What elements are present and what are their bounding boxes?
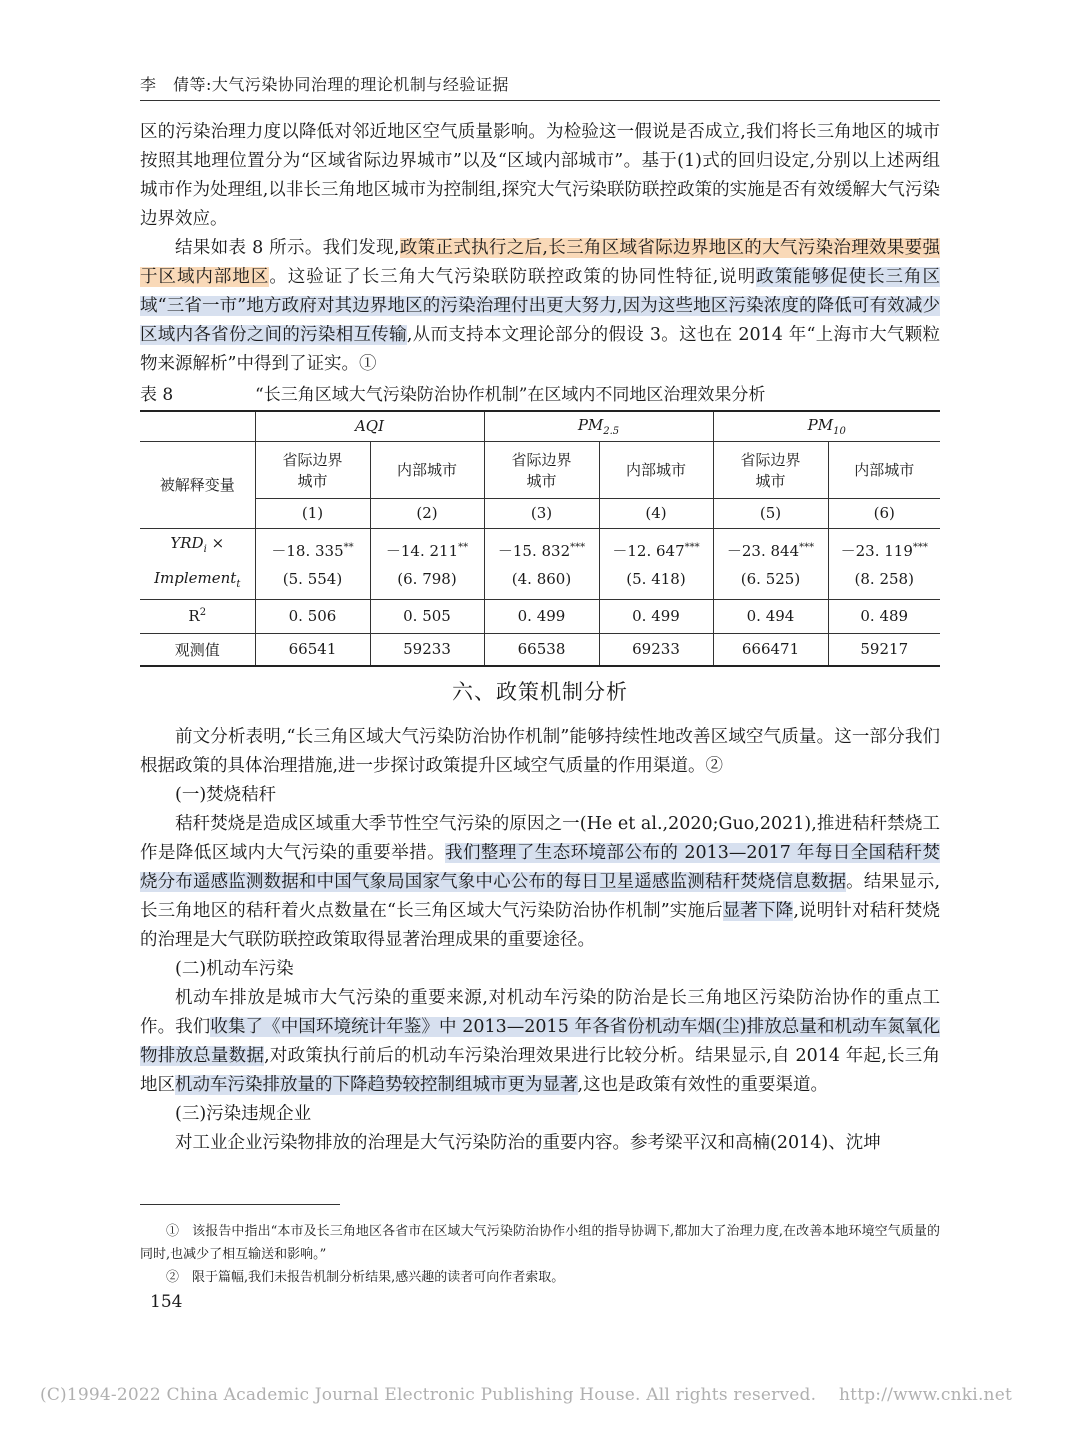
section-intro: 前文分析表明,“长三角区域大气污染防治协作机制”能够持续性地改善区域空气质量。这一部分我们根据政策的具体治理措施,进一步探讨政策提升区域空气质量的作用渠道。② [140, 727, 940, 776]
r2-cell: 0. 494 [713, 599, 828, 633]
copyright-watermark: (C)1994-2022 China Academic Journal Electronic Publishing House. All rights reserved. http://www.cnki.net [40, 1385, 1012, 1405]
highlight-orange: 政策正式执行之后,长三角区域省际边界地区的大气污染治理效果要强于区域内部地区 [140, 238, 941, 287]
paragraph-continuation: 区的污染治理力度以降低对邻近地区空气质量影响。为检验这一假说是否成立,我们将长三角地区的城市按照其地理位置分为“区域省际边界城市”以及“区域内部城市”。基于(1)式的回归设定,分别以上述两组城市作为处理组,以非长三角地区城市为控制组,探究大气污染联防联控政策的实施是否有效缓解大气污染边界效应。 [140, 122, 940, 229]
coefficient-row [140, 528, 940, 599]
text-segment: ,从而支持本文理论部分的假设 3。这也在 2014 年“上海市大气颗粒物来源解析”中得到了证实。① [140, 325, 940, 374]
text-segment: 。这验证了长三角大气污染联防联控政策的协同性特征,说明 [269, 267, 757, 287]
obs-label: 观测值 [140, 633, 255, 666]
obs-cell: 66541 [255, 633, 370, 666]
coef-cell: －15. 832*** (4. 860) [484, 528, 599, 599]
coef-cell: －23. 119*** (8. 258) [828, 528, 940, 599]
running-header: 李 倩等:大气污染协同治理的理论机制与经验证据 [140, 75, 509, 94]
highlight-blue: 收集了《中国环境统计年鉴》中 2013—2015 年各省份机动车烟(尘)排放总量和机动车氮氧化物排放总量数据 [140, 1017, 940, 1066]
text-segment: ,说明针对秸秆焚烧的治理是大气联防联控政策取得显著治理成果的重要途径。 [140, 901, 941, 950]
obs-cell: 69233 [599, 633, 713, 666]
results-table [140, 410, 940, 667]
text-segment: ,对政策执行前后的机动车污染治理效果进行比较分析。结果显示,自 2014 年起,长三角地区 [140, 1046, 940, 1095]
col-number: (4) [599, 498, 713, 528]
group-pm25: $PM_{2.5}$ [484, 411, 713, 441]
obs-cell: 59217 [828, 633, 940, 666]
group-pm10: $PM_{10}$ [713, 411, 940, 441]
page-number: 154 [150, 1292, 183, 1312]
highlight-blue: 显著下降 [722, 901, 794, 921]
paragraph-vehicle [140, 984, 940, 1100]
column-number-row [140, 498, 940, 528]
table-title: “长三角区域大气污染防治协作机制”在区域内不同地区治理效果分析 [255, 385, 766, 405]
group-aqi: AQI [255, 411, 484, 441]
r2-label: $R^2$ [140, 599, 255, 633]
table-subheader-row [140, 441, 940, 498]
text-segment: 机动车排放是城市大气污染的重要来源,对机动车污染的防治是长三角地区污染防治协作的重点工作。我们 [140, 988, 940, 1037]
body-section6 [140, 723, 940, 1158]
r2-cell: 0. 489 [828, 599, 940, 633]
coef-cell: －14. 211** (6. 798) [370, 528, 484, 599]
subheading-vehicle: (二)机动车污染 [175, 959, 294, 979]
col-number: (5) [713, 498, 828, 528]
r2-cell: 0. 499 [599, 599, 713, 633]
treatment-variable: $YRD_i$ × Implement$_t$ [140, 528, 255, 599]
table-header-row [140, 411, 940, 441]
col-number: (3) [484, 498, 599, 528]
coef-cell: －23. 844*** (6. 525) [713, 528, 828, 599]
col-interior-city: 内部城市 [599, 441, 713, 498]
section-heading: 六、政策机制分析 [452, 680, 628, 704]
highlight-blue: 政策能够促使长三角区域“三省一市”地方政府对其边界地区的污染治理付出更大努力,因为这些地区污染浓度的降低可有效减少区域内各省份之间的污染相互传输 [140, 267, 941, 345]
text-segment: 。结果显示,长三角地区的秸秆着火点数量在“长三角区域大气污染防治协作机制”实施后 [140, 872, 941, 921]
coef-cell: －12. 647*** (5. 418) [599, 528, 713, 599]
col-interior-city: 内部城市 [370, 441, 484, 498]
table-number: 表 8 [140, 385, 174, 405]
body-top [140, 118, 940, 379]
r2-cell: 0. 499 [484, 599, 599, 633]
highlight-blue: 我们整理了生态环境部公布的 2013—2017 年每日全国秸秆焚烧分布遥感监测数据和中国气象局国家气象中心公布的每日卫星遥感监测秸秆焚烧信息数据 [140, 843, 941, 892]
footnote-1: ① 该报告中指出“本市及长三角地区各省市在区域大气污染防治协作小组的指导协调下,都加大了治理力度,在改善本地环境空气质量的同时,也减少了相互输送和影响。” [140, 1224, 940, 1262]
subheading-enterprise: (三)污染违规企业 [175, 1104, 312, 1124]
col-interior-city: 内部城市 [828, 441, 940, 498]
text-segment: 结果如表 8 所示。我们发现, [175, 238, 400, 258]
table-corner-cell [140, 411, 255, 441]
footnote-2: ② 限于篇幅,我们未报告机制分析结果,感兴趣的读者可向作者索取。 [166, 1270, 565, 1285]
paragraph-results [140, 234, 940, 379]
col-border-city: 省际边界 城市 [484, 441, 599, 498]
col-border-city: 省际边界 城市 [713, 441, 828, 498]
col-number: (6) [828, 498, 940, 528]
footnote-divider [140, 1204, 340, 1205]
obs-cell: 59233 [370, 633, 484, 666]
obs-cell: 66538 [484, 633, 599, 666]
header-divider [140, 100, 940, 101]
dep-var-label: 被解释变量 [140, 441, 255, 528]
col-number: (2) [370, 498, 484, 528]
coef-cell: －18. 335** (5. 554) [255, 528, 370, 599]
r2-cell: 0. 506 [255, 599, 370, 633]
r2-row [140, 599, 940, 633]
footnotes [140, 1220, 940, 1289]
col-number: (1) [255, 498, 370, 528]
paragraph-enterprise: 对工业企业污染物排放的治理是大气污染防治的重要内容。参考梁平汉和高楠(2014)、沈坤 [175, 1133, 881, 1153]
obs-row [140, 633, 940, 666]
col-border-city: 省际边界 城市 [255, 441, 370, 498]
obs-cell: 666471 [713, 633, 828, 666]
text-segment: ,这也是政策有效性的重要渠道。 [577, 1075, 829, 1095]
r2-cell: 0. 505 [370, 599, 484, 633]
text-segment: 秸秆焚烧是造成区域重大季节性空气污染的原因之一(He et al.,2020;Guo,2021),推进秸秆禁烧工作是降低区域内大气污染的重要举措。 [140, 814, 940, 863]
highlight-blue: 机动车污染排放量的下降趋势较控制组城市更为显著 [175, 1075, 578, 1095]
subheading-straw: (一)焚烧秸秆 [175, 785, 277, 805]
paragraph-straw [140, 810, 940, 955]
